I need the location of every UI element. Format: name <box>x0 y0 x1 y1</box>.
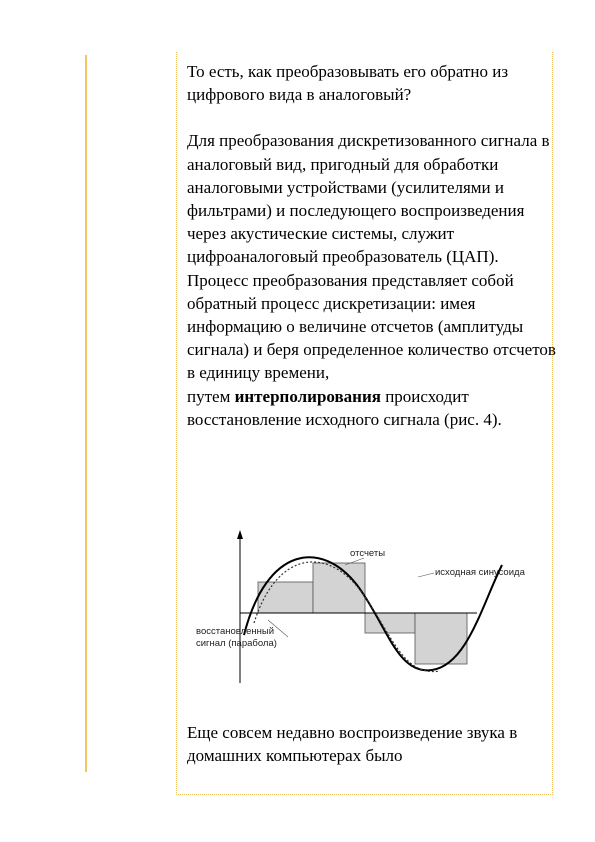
label-samples: отсчеты <box>350 548 386 559</box>
y-axis-arrow <box>237 530 243 539</box>
leader-original <box>418 573 434 577</box>
line-suffix: происходит восстановление исходного сигнала (рис. 4). <box>187 386 502 429</box>
sample-block-3 <box>365 613 415 633</box>
intro-paragraph: То есть, как преобразовывать его обратно из цифрового вида в аналоговый? <box>187 62 509 105</box>
dac-diagram <box>182 525 554 685</box>
sample-block-1 <box>258 582 313 613</box>
label-restored-2: сигнал (парабола) <box>196 638 277 649</box>
line-prefix: путем <box>187 386 235 406</box>
label-original: исходная синусоида <box>435 567 525 578</box>
left-margin-rule <box>85 55 87 772</box>
sample-block-4 <box>415 613 467 664</box>
figure-4 <box>182 525 554 685</box>
main-text <box>187 60 559 431</box>
bottom-paragraph: Еще совсем недавно воспроизведение звука в домашних компьютерах было <box>187 723 518 766</box>
bold-term: интерполирования <box>234 386 381 406</box>
body-paragraph <box>187 129 559 431</box>
body-text: Для преобразования дискретизованного сигнала в аналоговый вид, пригодный для обработки аналоговыми устройствами (усилителями и фильтрами) и последующего воспроизведения через акустические системы, служит цифроаналоговый преобразователь (ЦАП). Процесс преобразования представляет собой обратный процесс дискретизации: имея информацию о величине отсчетов (амплитуды сигнала) и беря определенное количество отсчетов в единицу времени, <box>187 131 556 383</box>
label-restored-1: восстановленный <box>196 626 275 637</box>
sample-block-2 <box>313 563 365 613</box>
bottom-text <box>187 721 559 767</box>
